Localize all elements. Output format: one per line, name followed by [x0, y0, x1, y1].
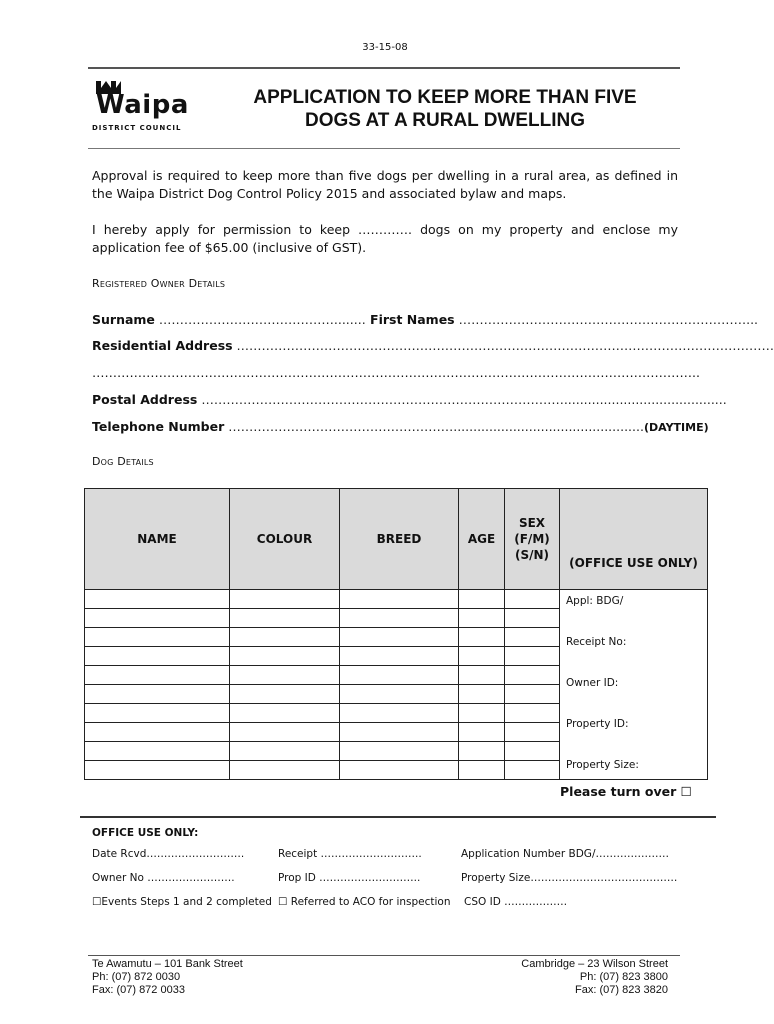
cell-breed[interactable] — [340, 704, 459, 723]
cell-age[interactable] — [459, 666, 505, 685]
cell-colour[interactable] — [230, 647, 340, 666]
cell-name[interactable] — [85, 590, 230, 609]
cell-age[interactable] — [459, 609, 505, 628]
cell-colour[interactable] — [230, 609, 340, 628]
dog-section-heading: Dog Details — [92, 455, 154, 468]
waipa-logo — [92, 78, 202, 136]
cell-breed[interactable] — [340, 723, 459, 742]
cell-age[interactable] — [459, 704, 505, 723]
intro-paragraph: Approval is required to keep more than five dogs per dwelling in a rural area, as defined in the Waipa District Dog Control Policy 2015 and associated bylaw and maps. — [92, 168, 678, 201]
cell-breed[interactable] — [340, 628, 459, 647]
cell-breed[interactable] — [340, 685, 459, 704]
cell-name[interactable] — [85, 628, 230, 647]
dog-details-table — [84, 488, 708, 780]
logo-word: Waipa — [96, 90, 189, 120]
office-property-size: Property Size: — [566, 759, 639, 771]
cell-colour[interactable] — [230, 761, 340, 780]
document-code: 33-15-08 — [362, 42, 408, 53]
cell-name[interactable] — [85, 742, 230, 761]
table-row[interactable] — [85, 590, 708, 609]
property-size-field[interactable]: Property Size…………………………………… — [461, 872, 678, 884]
first-names-label: First Names — [365, 312, 455, 327]
cell-sex[interactable] — [505, 723, 560, 742]
owner-section-heading: Registered Owner Details — [92, 277, 226, 290]
cell-age[interactable] — [459, 761, 505, 780]
cell-breed[interactable] — [340, 761, 459, 780]
owner-no-field[interactable]: Owner No ……………………. — [92, 872, 235, 884]
cell-sex[interactable] — [505, 590, 560, 609]
cell-name[interactable] — [85, 685, 230, 704]
apply-paragraph: I hereby apply for permission to keep …………. dogs on my property and enclose my application fee of $65.00 (inclusive of GST). — [92, 222, 678, 255]
header-top-rule — [88, 67, 680, 69]
residential-address-input[interactable]: ………………………………………………………………………………………………………………… — [232, 338, 774, 353]
title-line-2: DOGS AT A RURAL DWELLING — [304, 110, 586, 131]
footer-right-phone: Ph: (07) 823 3800 — [579, 971, 668, 983]
cell-age[interactable] — [459, 723, 505, 742]
cell-colour[interactable] — [230, 590, 340, 609]
cell-age[interactable] — [459, 742, 505, 761]
col-colour-header: COLOUR — [230, 489, 340, 590]
address-line-2[interactable]: ……………………………………………………………………………………………………………………………….. — [92, 365, 700, 380]
footer-left-fax: Fax: (07) 872 0033 — [92, 984, 185, 996]
events-completed-checkbox[interactable]: ☐Events Steps 1 and 2 completed — [92, 896, 272, 908]
col-age-header: AGE — [459, 489, 505, 590]
cell-name[interactable] — [85, 609, 230, 628]
cell-colour[interactable] — [230, 723, 340, 742]
prop-id-field[interactable]: Prop ID ……………………….. — [278, 872, 421, 884]
cell-breed[interactable] — [340, 590, 459, 609]
office-property-id: Property ID: — [566, 718, 629, 730]
cell-breed[interactable] — [340, 609, 459, 628]
cell-breed[interactable] — [340, 742, 459, 761]
col-office-header: (OFFICE USE ONLY) — [560, 489, 708, 590]
footer-cambridge — [521, 958, 668, 997]
cell-name[interactable] — [85, 666, 230, 685]
referred-aco-checkbox[interactable]: ☐ Referred to ACO for inspection — [278, 896, 451, 908]
col-name-header: NAME — [85, 489, 230, 590]
office-owner-id: Owner ID: — [566, 677, 619, 689]
cell-name[interactable] — [85, 704, 230, 723]
cell-age[interactable] — [459, 628, 505, 647]
office-receipt: Receipt No: — [566, 636, 627, 648]
office-divider — [80, 816, 716, 818]
cell-colour[interactable] — [230, 685, 340, 704]
cell-sex[interactable] — [505, 666, 560, 685]
office-use-block — [92, 824, 682, 914]
cell-breed[interactable] — [340, 666, 459, 685]
telephone-label: Telephone Number — [92, 419, 225, 434]
footer-right-fax: Fax: (07) 823 3820 — [575, 984, 668, 996]
cell-colour[interactable] — [230, 704, 340, 723]
footer-left-address: Te Awamutu – 101 Bank Street — [92, 958, 243, 970]
cell-name[interactable] — [85, 761, 230, 780]
receipt-field[interactable]: Receipt ……………………….. — [278, 848, 422, 860]
cell-sex[interactable] — [505, 761, 560, 780]
logo-subtitle: DISTRICT COUNCIL — [92, 124, 182, 132]
footer-left-phone: Ph: (07) 872 0030 — [92, 971, 181, 983]
cell-sex[interactable] — [505, 685, 560, 704]
col-breed-header: BREED — [340, 489, 459, 590]
address-field-row[interactable] — [92, 338, 774, 353]
title-line-1: APPLICATION TO KEEP MORE THAN FIVE — [253, 87, 637, 108]
postal-address-input[interactable]: ……………………………………………………………………………......................................... — [197, 392, 727, 407]
first-names-input[interactable]: ……………………………………………………………... — [454, 312, 759, 327]
cell-sex[interactable] — [505, 704, 560, 723]
cell-colour[interactable] — [230, 628, 340, 647]
cell-sex[interactable] — [505, 742, 560, 761]
application-number-field[interactable]: Application Number BDG/………………… — [461, 848, 669, 860]
name-field-row[interactable] — [92, 312, 759, 327]
office-appl: Appl: BDG/ — [566, 595, 624, 607]
telephone-input[interactable]: ………………………………………………................................................ — [224, 419, 644, 434]
table-header-row — [85, 489, 708, 590]
footer-rule — [88, 955, 680, 956]
page-title — [210, 86, 680, 132]
cell-age[interactable] — [459, 685, 505, 704]
cell-name[interactable] — [85, 723, 230, 742]
daytime-label: (DAYTIME) — [643, 421, 709, 434]
postal-field-row[interactable] — [92, 392, 727, 407]
cell-sex[interactable] — [505, 628, 560, 647]
office-heading: OFFICE USE ONLY: — [92, 827, 199, 839]
surname-label: Surname — [92, 312, 155, 327]
footer-right-address: Cambridge – 23 Wilson Street — [521, 958, 668, 970]
header-bottom-rule — [88, 148, 680, 149]
cso-id-field[interactable]: CSO ID ……………… — [464, 896, 568, 908]
surname-input[interactable]: ……………………………………........ — [154, 312, 366, 327]
postal-address-label: Postal Address — [92, 392, 198, 407]
date-received-field[interactable]: Date Rcvd………………………. — [92, 848, 245, 860]
cell-name[interactable] — [85, 647, 230, 666]
residential-address-label: Residential Address — [92, 338, 233, 353]
turn-over-note: Please turn over ☐ — [560, 784, 692, 799]
footer-te-awamutu — [92, 958, 243, 997]
office-use-cell — [560, 590, 708, 780]
cell-sex[interactable] — [505, 647, 560, 666]
cell-colour[interactable] — [230, 666, 340, 685]
cell-sex[interactable] — [505, 609, 560, 628]
col-sex-header: SEX (F/M) (S/N) — [505, 489, 560, 590]
phone-field-row[interactable] — [92, 419, 709, 434]
cell-breed[interactable] — [340, 647, 459, 666]
cell-age[interactable] — [459, 590, 505, 609]
cell-age[interactable] — [459, 647, 505, 666]
cell-colour[interactable] — [230, 742, 340, 761]
